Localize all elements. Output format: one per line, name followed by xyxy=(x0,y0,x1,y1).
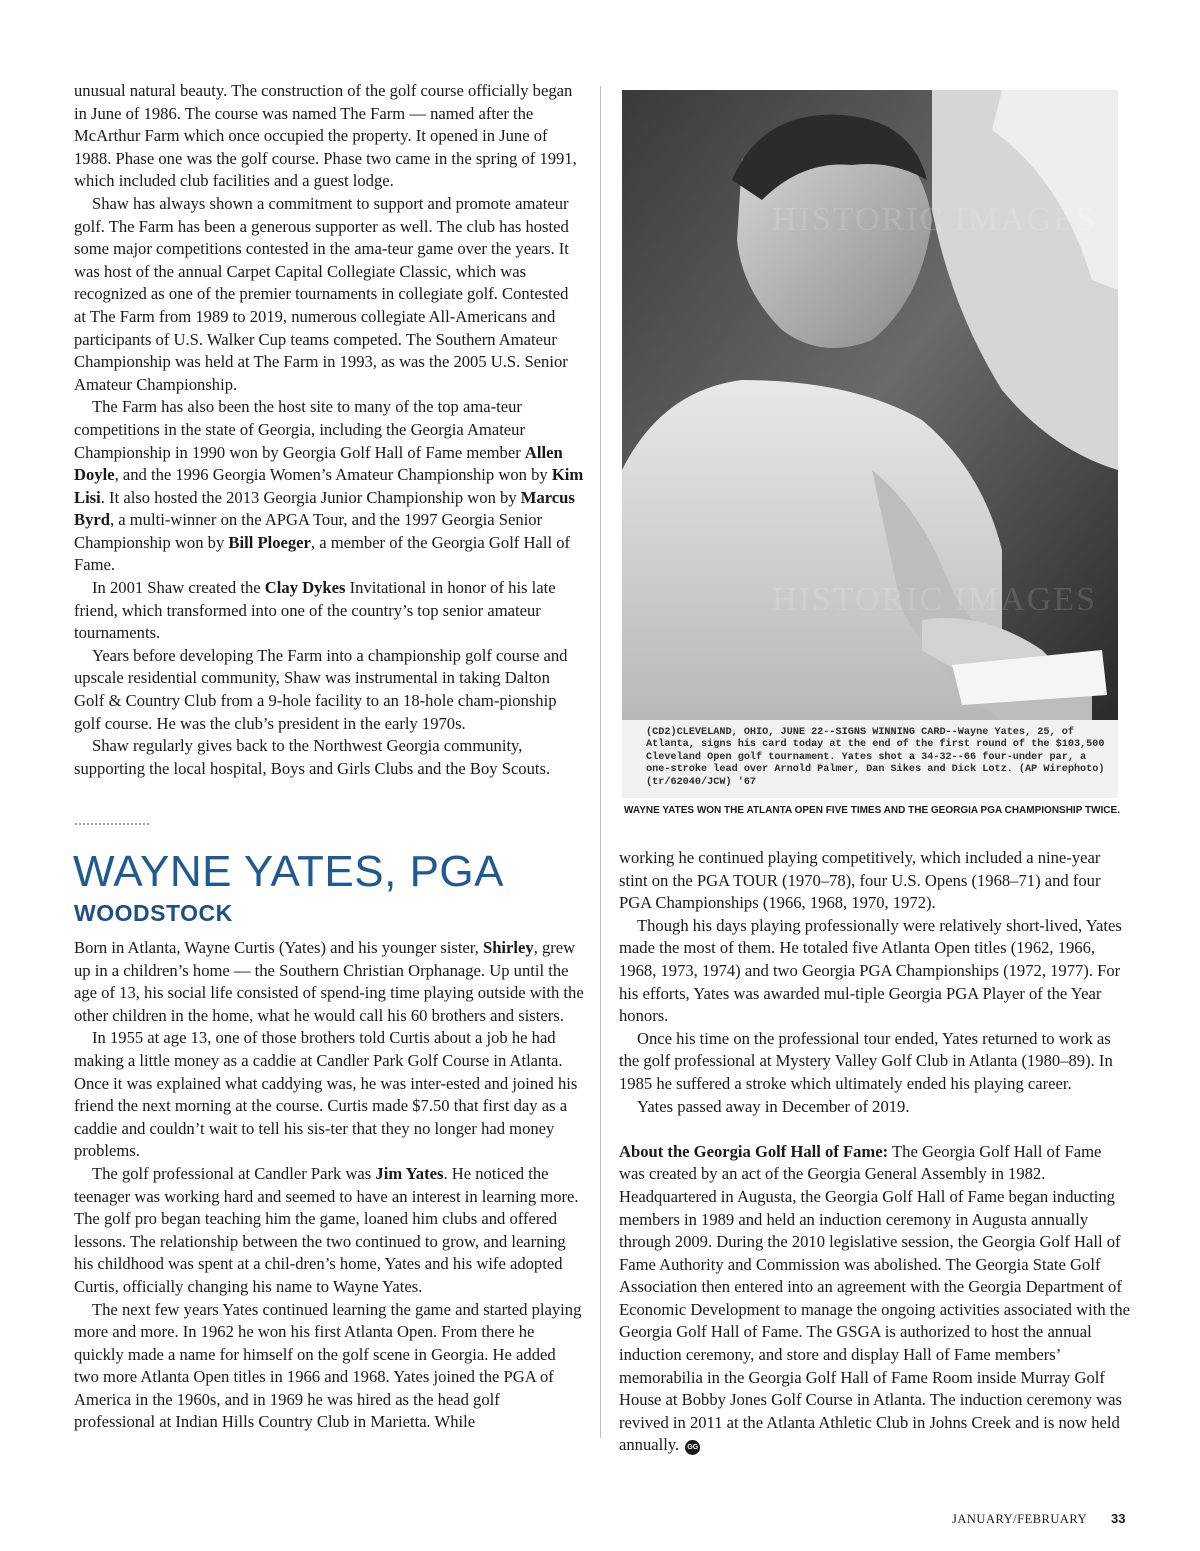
page-number: 33 xyxy=(1111,1511,1126,1526)
paragraph: In 1955 at age 13, one of those brothers told Curtis about a job he had making a little money as a caddie at Candler Park Golf Course in Atlanta. Once it was explained what caddying was, he was inter-ested and joined his friend the next morning at the course. Curtis made $7.50 that first day as a caddie and couldn’t wait to tell his sis-ter that they no longer had money problems. xyxy=(74,1028,578,1161)
bold-name: Allen Doyle xyxy=(74,442,563,485)
left-column-top xyxy=(74,80,584,780)
bold-name: Marcus Byrd xyxy=(74,487,575,530)
historic-photo xyxy=(622,90,1118,798)
watermark-text: HISTORIC IMAGES xyxy=(772,581,1098,618)
paragraph: Once his time on the professional tour ended, Yates returned to work as the golf professional at Mystery Valley Golf Club in Atlanta (1980–89). In 1985 he suffered a stroke which ultimately ended his playing career. xyxy=(619,1028,1113,1093)
about-paragraph: About the Georgia Golf Hall of Fame: The Georgia Golf Hall of Fame was created by an act of the Georgia General Assembly in 1982. Headquartered in Augusta, the Georgia Golf Hall of Fame began inducting members in 1989 and held an induction ceremony in Augusta annually through 2009. During the 2010 legislative session, the Georgia Golf Hall of Fame Authority and Commission was abolished. The Georgia State Golf Association then entered into an agreement with the Georgia Department of Economic Development to manage the ongoing activities associated with the Georgia Golf Hall of Fame. The GSGA is authorized to host the annual induction ceremony, and store and display Hall of Fame members’ memorabilia in the Georgia Golf Hall of Fame Room inside Murray Golf House at Bobby Jones Golf Course in Atlanta. The induction ceremony was revived in 2011 at the Atlanta Athletic Club in Johns Creek and is now held annually. GG xyxy=(619,1141,1131,1455)
bold-name: Jim Yates xyxy=(375,1163,444,1183)
about-label: About the Georgia Golf Hall of Fame: xyxy=(619,1141,889,1161)
paragraph: Shaw regularly gives back to the Northwest Georgia community, supporting the local hospital, Boys and Girls Clubs and the Boy Scouts. xyxy=(74,736,551,778)
bold-name: Shirley xyxy=(482,938,534,957)
paragraph: The Farm has also been the host site to many of the top ama-teur competitions in the state of Georgia, including the Georgia Amateur Championship in 1990 won by Georgia Golf Hall of Fame member Allen Doyle, and the 1996 Georgia Women’s Amateur Championship won by Kim Lisi. It also hosted the 2013 Georgia Junior Championship won by Marcus Byrd, a multi-winner on the APGA Tour, and the 1997 Georgia Senior Championship won by Bill Ploeger, a member of the Georgia Golf Hall of Fame. xyxy=(74,397,584,575)
wire-photo-caption: (CD2)CLEVELAND, OHIO, JUNE 22--SIGNS WINNING CARD--Wayne Yates, 25, of Atlanta, signs his card today at the end of the first round of the $103,500 Cleveland Open golf tournament. Yates shot a 34-32--66 four-under par, a one-stroke lead over Arnold Palmer, Dan Sikes and Dick Lotz. (AP Wirephoto) (tr/62040/JCW) '67 xyxy=(646,727,1105,788)
bold-name: Kim Lisi xyxy=(74,465,584,507)
paragraph: Shaw has always shown a commitment to support and promote amateur golf. The Farm has been a generous supporter as well. The club has hosted some major competitions contested in the ama-teur game over the years. It was host of the annual Carpet Capital Collegiate Classic, which was recognized as one of the premier tournaments in collegiate golf. Contested at The Farm from 1989 to 2019, numerous collegiate All-Americans and participants of U.S. Walker Cup teams competed. The Southern Amateur Championship was held at The Farm in 1993, as was the 2005 U.S. Senior Amateur Championship. xyxy=(74,193,569,394)
bold-name: Bill Ploeger xyxy=(228,532,311,552)
paragraph: The next few years Yates continued learning the game and started playing more and more. In 1962 he won his first Atlanta Open. From there he quickly made a name for himself on the golf scene in Georgia. He added two more Atlanta Open titles in 1966 and 1968. Yates joined the PGA of America in the 1960s, and in 1969 he was hired as the head golf professional at Indian Hills Country Club in Marietta. While xyxy=(74,1299,582,1432)
bold-name: Clay Dykes xyxy=(264,578,346,598)
section-headline: WAYNE YATES, PGA xyxy=(73,847,504,896)
photo-illustration xyxy=(622,90,1118,798)
right-column-bottom xyxy=(619,847,1131,1457)
column-divider xyxy=(600,86,601,1438)
paragraph: Born in Atlanta, Wayne Curtis (Yates) and his younger sister, Shirley, grew up in a children’s home — the Southern Christian Orphanage. Up until the age of 13, his social life consisted of spend-ing time playing outside with the other children in the home, what he would call his 60 brothers and sisters. xyxy=(74,938,584,1025)
paragraph: The golf professional at Candler Park was Jim Yates. He noticed the teenager was working hard and seemed to have an interest in learning more. The golf pro began teaching him the game, loaned him clubs and offered lessons. The relationship between the two continued to grow, and learning his childhood was spent at a chil-dren’s home, Yates and his wife adopted Curtis, officially changing his name to Wayne Yates. xyxy=(74,1163,579,1296)
section-subhead: WOODSTOCK xyxy=(74,900,233,926)
paragraph: In 2001 Shaw created the Clay Dykes Invitational in honor of his late friend, which transformed into one of the country’s top senior amateur tournaments. xyxy=(74,578,556,643)
paragraph: Years before developing The Farm into a championship golf course and upscale residential community, Shaw was instrumental in taking Dalton Golf & Country Club from a 9-hole facility to an 18-hole cham-pionship golf course. He was the club’s president in the early 1970s. xyxy=(74,645,568,733)
paragraph: Yates passed away in December of 2019. xyxy=(637,1096,910,1116)
paragraph: unusual natural beauty. The construction of the golf course officially began in June of 1986. The course was named The Farm — named after the McArthur Farm which once occupied the property. It opened in June of 1988. Phase one was the golf course. Phase two came in the spring of 1991, which included club facilities and a guest lodge. xyxy=(74,81,577,191)
paragraph: Though his days playing professionally were relatively short-lived, Yates made the most of them. He totaled five Atlanta Open titles (1962, 1966, 1968, 1973, 1974) and two Georgia PGA Championships (1972, 1977). For his efforts, Yates was awarded mul-tiple Georgia PGA Player of the Year honors. xyxy=(619,915,1122,1026)
watermark-text: HISTORIC IMAGES xyxy=(772,201,1098,238)
end-mark-icon: GG xyxy=(685,1440,700,1455)
paragraph: working he continued playing competitively, which included a nine-year stint on the PGA TOUR (1970–78), four U.S. Opens (1968–71) and four PGA Championships (1966, 1968, 1970, 1972). xyxy=(619,848,1101,913)
section-divider xyxy=(75,823,149,825)
footer-issue: JANUARY/FEBRUARY xyxy=(952,1512,1088,1526)
left-column-bottom xyxy=(74,937,584,1434)
photo-caption: WAYNE YATES WON THE ATLANTA OPEN FIVE TIMES AND THE GEORGIA PGA CHAMPIONSHIP TWICE. xyxy=(624,805,1120,816)
